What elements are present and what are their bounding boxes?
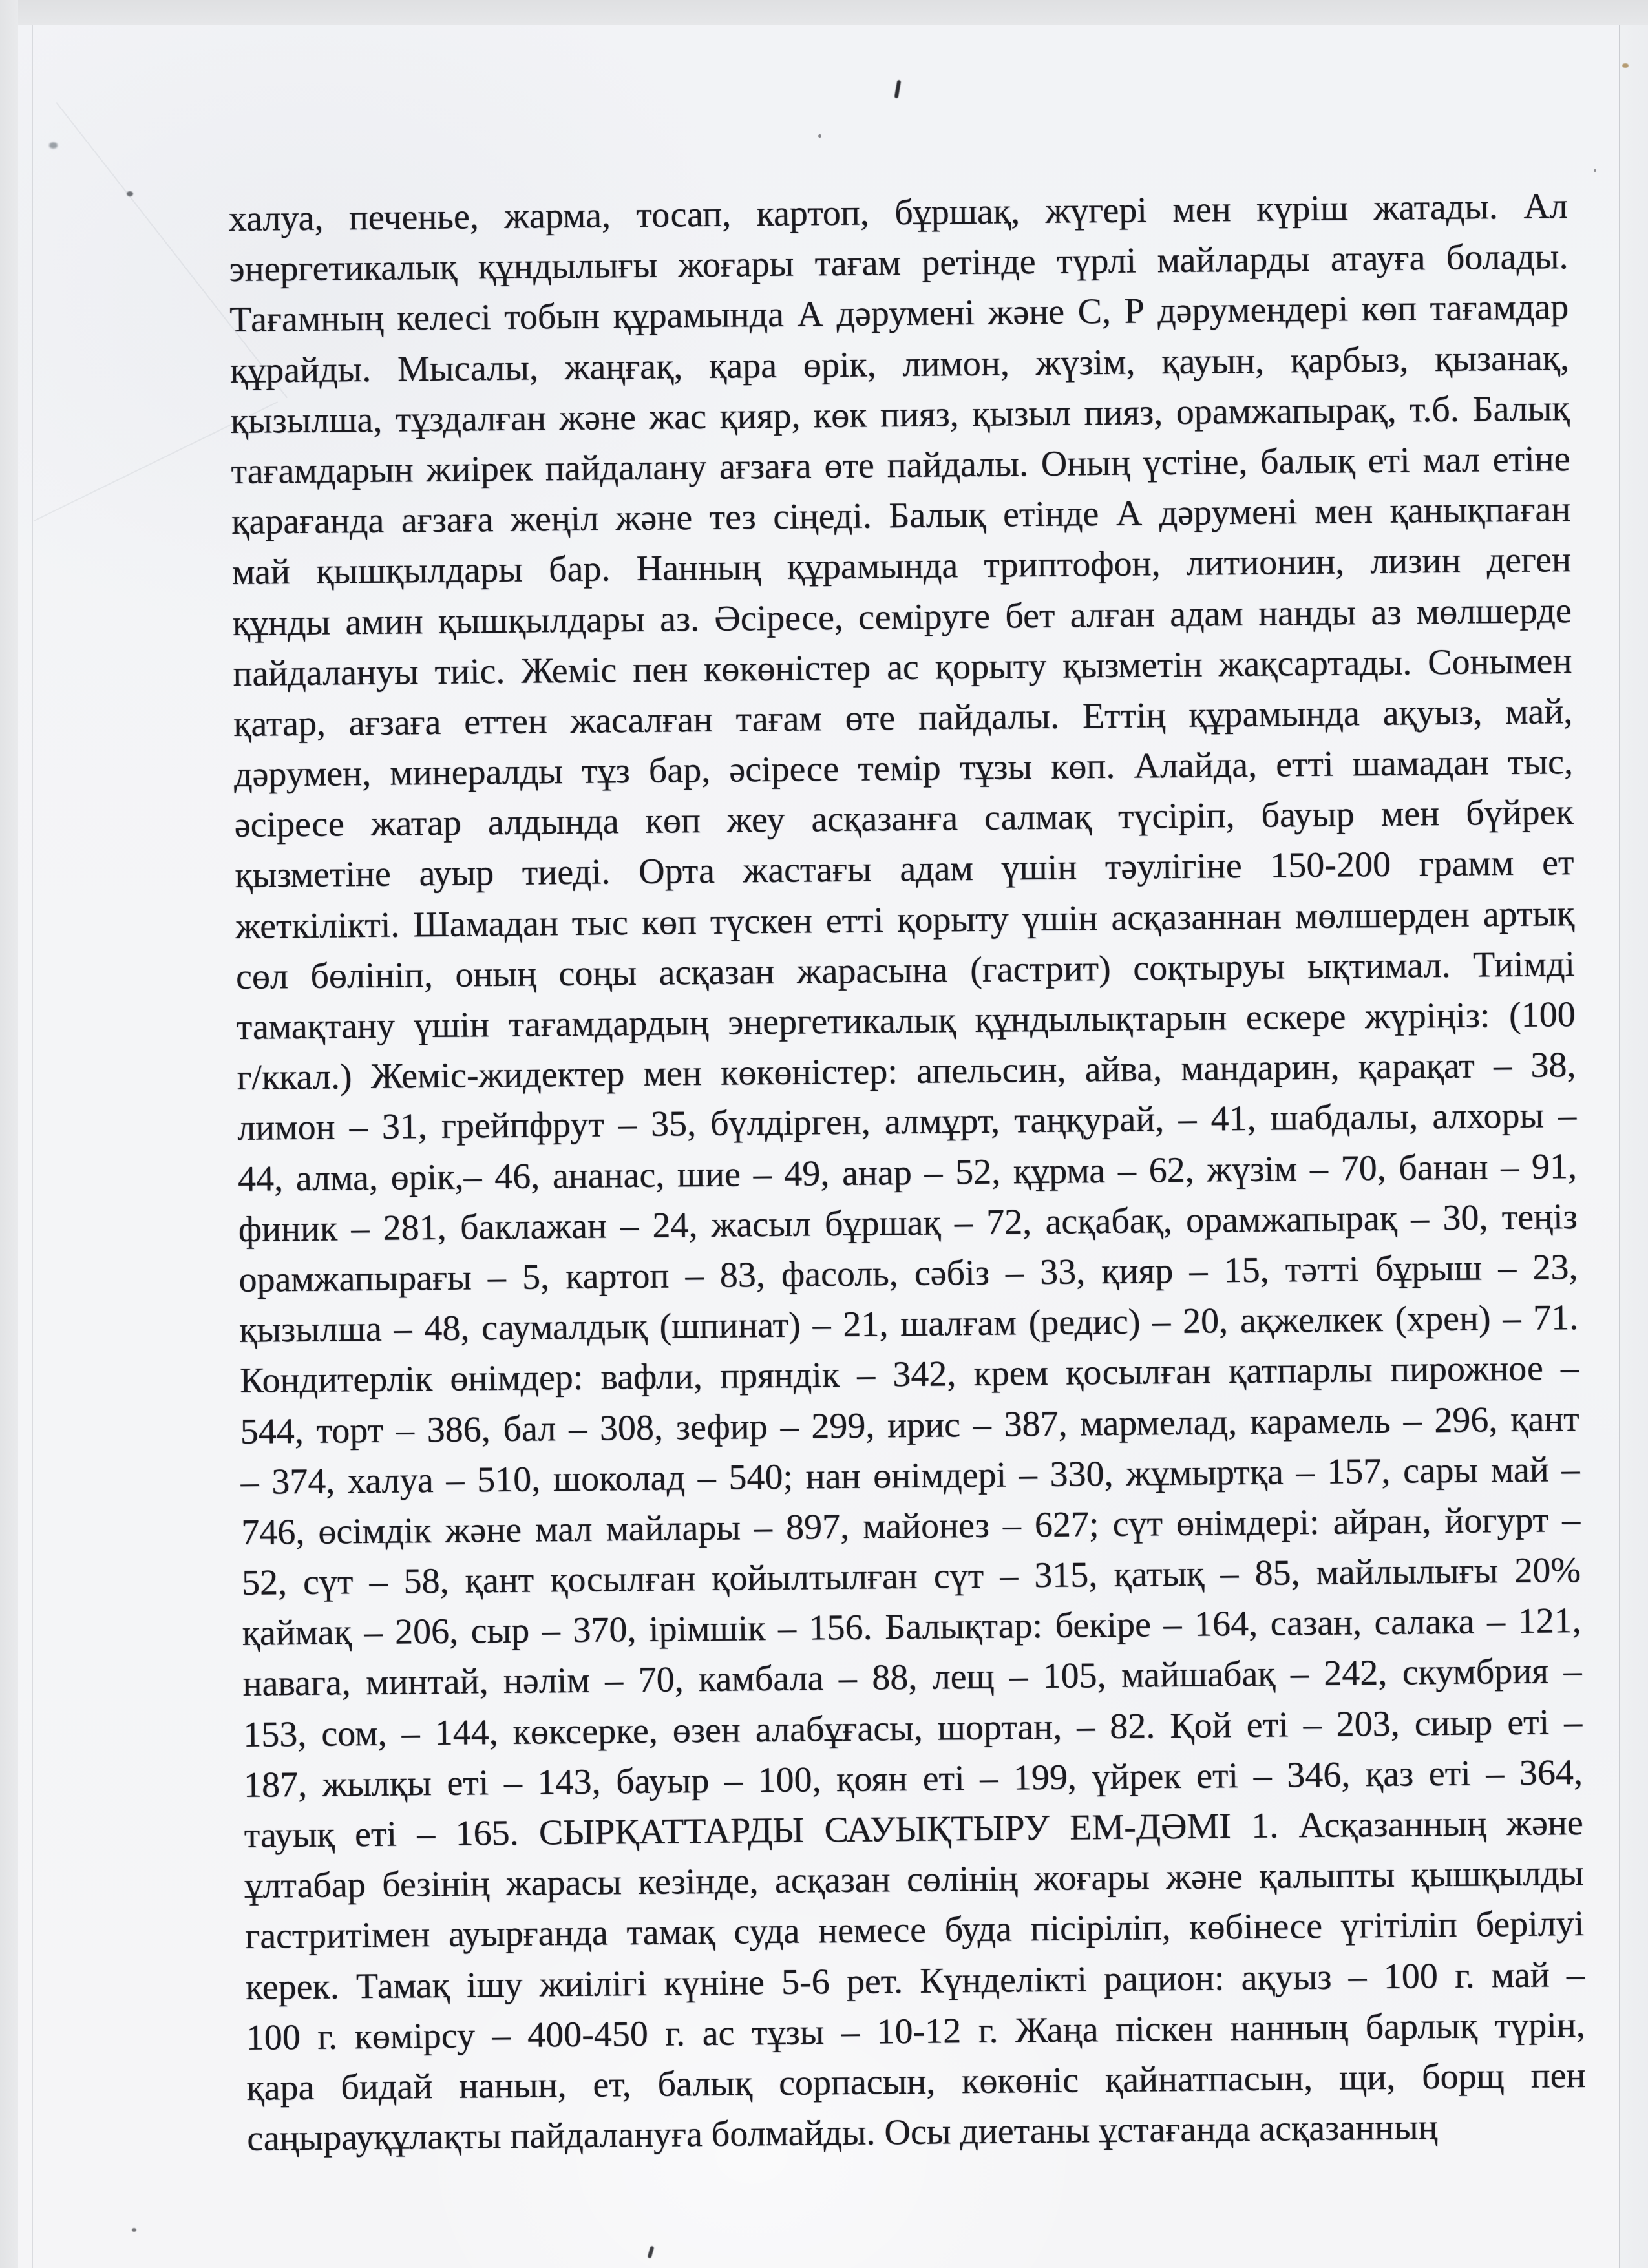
scan-speck-tick-mark	[894, 80, 902, 99]
text-line: қатар, ағзаға еттен жасалған тағам өте пайдалы. Еттің құрамында ақуыз, май,	[233, 691, 1573, 744]
paper-right-margin-strip	[1620, 25, 1648, 2268]
text-line: тамақтану үшін тағамдардың энергетикалық құндылықтарын ескере жүріңіз: (100	[236, 994, 1576, 1047]
text-line: әсіресе жатар алдында көп жеу асқазанға салмақ түсіріп, бауыр мен бүйрек	[234, 792, 1574, 846]
paper-edge-line-right	[1619, 25, 1620, 2268]
text-line: 187, жылқы еті – 143, бауыр – 100, қоян еті – 199, үйрек еті – 346, қаз еті – 364,	[243, 1752, 1583, 1805]
text-line: лимон – 31, грейпфрут – 35, бүлдірген, алмұрт, таңқурай, – 41, шабдалы, алхоры –	[237, 1095, 1577, 1149]
text-line: қарағанда ағзаға жеңіл және тез сіңеді. Балық етінде А дәрумені мен қанықпаған	[231, 489, 1571, 543]
scanner-margin-top	[0, 0, 1648, 25]
text-line: құрайды. Мысалы, жаңғақ, қара өрік, лимон, жүзім, қауын, қарбыз, қызанақ,	[229, 337, 1570, 391]
text-line: тауық еті – 165. СЫРҚАТТАРДЫ САУЫҚТЫРУ ЕМ-ДӘМІ 1. Асқазанның және	[244, 1803, 1584, 1856]
scan-speck	[127, 191, 133, 196]
text-line: жеткілікті. Шамадан тыс көп түскен етті қорыту үшін асқазаннан мөлшерден артық	[235, 893, 1575, 947]
text-line: гастритімен ауырғанда тамақ суда немесе буда пісіріліп, көбінесе үгітіліп берілуі	[245, 1904, 1585, 1957]
text-line: 153, сом, – 144, көксерке, өзен алабұғасы, шортан, – 82. Қой еті – 203, сиыр еті –	[243, 1701, 1583, 1755]
text-line: 746, өсімдік және мал майлары – 897, майонез – 627; сүт өнімдері: айран, йогурт –	[241, 1499, 1581, 1553]
text-line: Кондитерлік өнімдер: вафли, пряндік – 342, крем қосылған қатпарлы пирожное –	[239, 1348, 1579, 1402]
text-line: финик – 281, баклажан – 24, жасыл бұршақ – 72, асқабақ, орамжапырақ – 30, теңіз	[238, 1196, 1578, 1250]
text-line: құнды амин қышқылдары аз. Әсіресе, семіруге бет алған адам нанды аз мөлшерде	[232, 590, 1572, 644]
text-line: керек. Тамақ ішу жиілігі күніне 5-6 рет. Күнделікті рацион: ақуыз – 100 г. май –	[245, 1954, 1585, 2008]
text-line: 100 г. көмірсу – 400-450 г. ас тұзы – 10-12 г. Жаңа піскен нанның барлық түрін,	[246, 2004, 1586, 2058]
text-line: қаймақ – 206, сыр – 370, ірімшік – 156. Балықтар: бекіре – 164, сазан, салака – 121,	[242, 1601, 1582, 1654]
text-line: энергетикалық құндылығы жоғары тағам ретінде түрлі майларды атауға болады.	[229, 236, 1569, 290]
text-line: 44, алма, өрік,– 46, ананас, шие – 49, анар – 52, құрма – 62, жүзім – 70, банан – 91,	[237, 1146, 1578, 1199]
text-line: ұлтабар безінің жарасы кезінде, асқазан сөлінің жоғары және қалыпты қышқылды	[244, 1853, 1584, 1907]
text-line: г/ккал.) Жеміс-жидектер мен көкөністер: апельсин, айва, мандарин, қарақат – 38,	[237, 1045, 1576, 1098]
text-line: қызметіне ауыр тиеді. Орта жастағы адам үшін тәулігіне 150-200 грамм ет	[235, 843, 1574, 896]
text-line: қызылша – 48, саумалдық (шпинат) – 21, шалғам (редис) – 20, ақжелкек (хрен) – 71.	[239, 1297, 1579, 1351]
text-line: навага, минтай, нәлім – 70, камбала – 88, лещ – 105, майшабақ – 242, скумбрия –	[242, 1651, 1582, 1705]
text-line: – 374, халуа – 510, шоколад – 540; нан өнімдері – 330, жұмыртқа – 157, сары май –	[240, 1449, 1580, 1502]
text-line: саңырауқұлақты пайдалануға болмайды. Осы диетаны ұстағанда асқазанның	[247, 2107, 1438, 2159]
text-line: қара бидай нанын, ет, балық сорпасын, көкөніс қайнатпасын, щи, борщ пен	[246, 2055, 1586, 2108]
text-line: Тағамның келесі тобын құрамында А дәрумені және С, Р дәрумендері көп тағамдар	[229, 287, 1569, 341]
text-line: 544, торт – 386, бал – 308, зефир – 299, ирис – 387, мармелад, карамель – 296, қант	[240, 1398, 1580, 1452]
scan-speck	[1622, 63, 1629, 68]
text-line: тағамдарын жиірек пайдалану ағзаға өте пайдалы. Оның үстіне, балық еті мал етіне	[231, 439, 1570, 492]
text-line: пайдалануы тиіс. Жеміс пен көкөністер ас қорыту қызметін жақсартады. Сонымен	[233, 640, 1572, 694]
text-line: май қышқылдары бар. Нанның құрамында триптофон, литионин, лизин деген	[231, 540, 1572, 593]
text-line: халуа, печенье, жарма, тосап, картоп, бұршақ, жүгері мен күріш жатады. Ал	[228, 186, 1568, 240]
text-line: орамжапырағы – 5, картоп – 83, фасоль, сәбіз – 33, қияр – 15, тәтті бұрыш – 23,	[238, 1246, 1578, 1300]
scan-speck	[818, 134, 821, 138]
document-text-block	[228, 181, 1586, 2164]
text-line: дәрумен, минералды тұз бар, әсіресе темір тұзы көп. Алайда, етті шамадан тыс,	[233, 742, 1574, 795]
text-line: сөл бөлініп, оның соңы асқазан жарасына (гастрит) соқтыруы ықтимал. Тиімді	[235, 943, 1576, 997]
scan-speck	[132, 2228, 136, 2232]
scan-speck	[1594, 169, 1596, 172]
scan-speck	[647, 2246, 654, 2259]
scanner-margin-left	[0, 0, 18, 2268]
paper-edge-line-left	[32, 25, 33, 2268]
paper-sheet	[18, 25, 1648, 2268]
text-line: 52, сүт – 58, қант қосылған қойылтылған сүт – 315, қатық – 85, майлылығы 20%	[241, 1550, 1581, 1603]
text-line: қызылша, тұздалған және жас қияр, көк пияз, қызыл пияз, орамжапырақ, т.б. Балық	[230, 388, 1570, 441]
scan-speck	[49, 142, 58, 149]
